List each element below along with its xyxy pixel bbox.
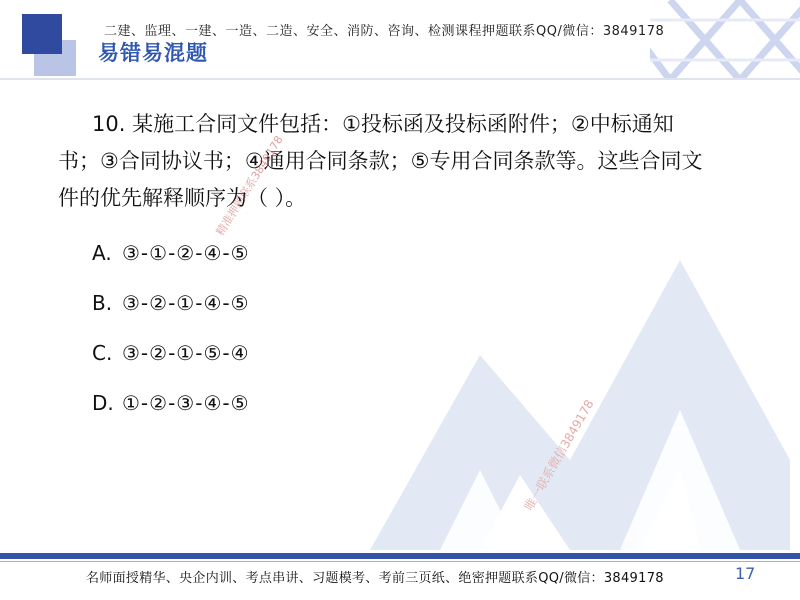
question-text: 某施工合同文件包括：①投标函及投标函附件；②中标通知 xyxy=(132,112,674,136)
logo-square-dark xyxy=(22,14,62,54)
option-a[interactable] xyxy=(92,228,250,278)
section-title: 易错易混题 xyxy=(98,41,208,65)
option-b[interactable] xyxy=(92,278,250,328)
watermark-stamp: 精准押题联系3849178 xyxy=(213,133,286,238)
question-line-2: 书；③合同协议书；④通用合同条款；⑤专用合同条款等。这些合同文 xyxy=(58,149,703,173)
question-line-3: 件的优先解释顺序为（ ）。 xyxy=(58,186,307,210)
footer-promo-text: 名师面授精华、央企内训、考点串讲、习题模考、考前三页纸、绝密押题联系QQ/微信：3849178 xyxy=(86,571,664,586)
option-text: ③-②-①-⑤-④ xyxy=(122,341,250,365)
option-text: ③-①-②-④-⑤ xyxy=(122,241,250,265)
watermark-stamp: 唯一联系微信3849178 xyxy=(521,397,597,513)
header-divider xyxy=(0,78,800,80)
option-text: ①-②-③-④-⑤ xyxy=(122,391,250,415)
header-promo-text: 二建、监理、一建、一造、二造、安全、消防、咨询、检测课程押题联系QQ/微信：3849178 xyxy=(104,24,665,39)
answer-options xyxy=(92,228,250,428)
option-c[interactable] xyxy=(92,328,250,378)
option-text: ③-②-①-④-⑤ xyxy=(122,291,250,315)
option-letter: A. xyxy=(92,241,112,265)
option-d[interactable] xyxy=(92,378,250,428)
footer-bar xyxy=(0,553,800,559)
option-letter: C. xyxy=(92,341,113,365)
question-line-1 xyxy=(58,106,738,143)
page-number: 17 xyxy=(735,564,756,583)
option-letter: B. xyxy=(92,291,113,315)
question-stem xyxy=(58,106,738,217)
corner-lattice-pattern xyxy=(650,0,800,80)
footer-rule xyxy=(0,561,800,562)
option-letter: D. xyxy=(92,391,114,415)
question-number: 10. xyxy=(92,112,126,136)
